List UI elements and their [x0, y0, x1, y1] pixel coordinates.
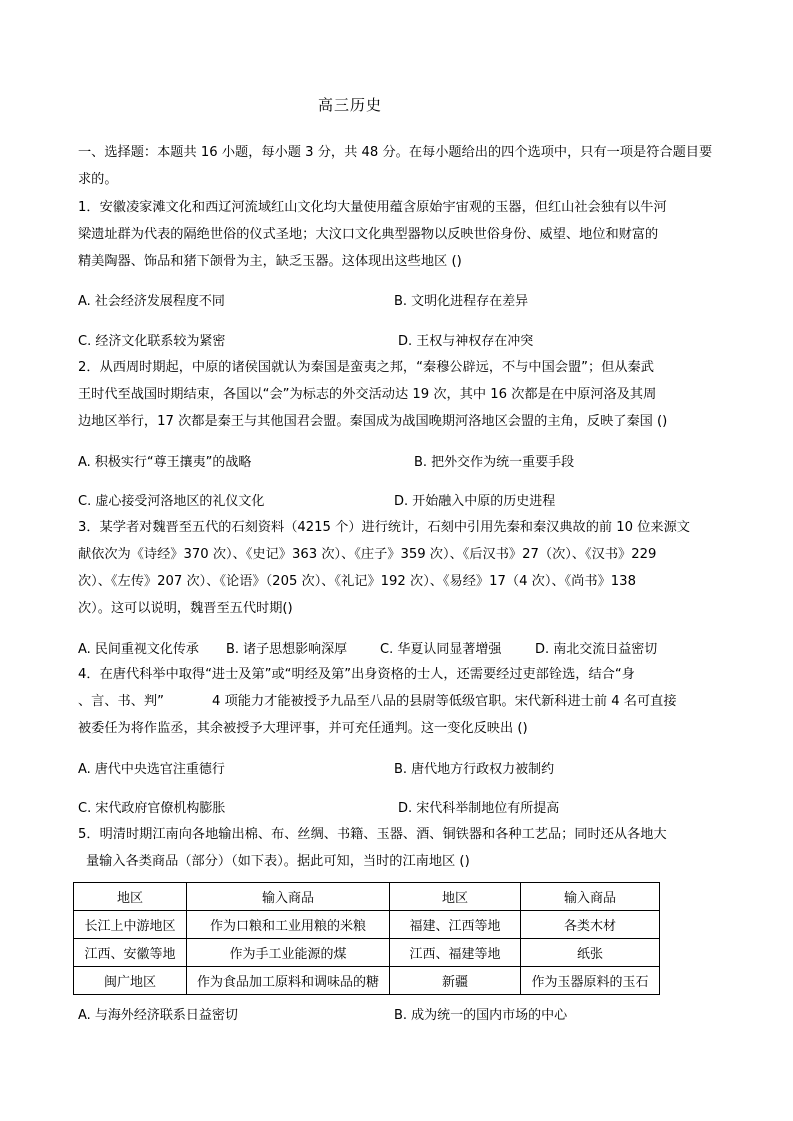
q5-option-b[interactable]: B. 成为统一的国内市场的中心: [394, 1008, 568, 1023]
q5-stem-line1: 5．明清时期江南向各地输出棉、布、丝绸、书籍、玉器、酒、铜铁器和各种工艺品；同时还从各地大: [78, 827, 667, 842]
q1-stem-line1: 1．安徽凌家滩文化和西辽河流域红山文化均大量使用蕴含原始宇宙观的玉器，但红山社会独有以牛河: [78, 200, 667, 215]
q3-stem-line2: 献依次为《诗经》370 次）、《史记》363 次）、《庄子》359 次）、《后汉书》27（次）、《汉书》229: [78, 547, 657, 562]
q2-option-a[interactable]: A. 积极实行“尊王攘夷”的战略: [78, 455, 252, 470]
q4-stem-line2a: 、言、书、判”: [78, 694, 164, 709]
table-cell: 闽广地区: [74, 967, 187, 995]
q3-option-c[interactable]: C. 华夏认同显著增强: [380, 642, 502, 657]
q3-option-a[interactable]: A. 民间重视文化传承: [78, 642, 199, 657]
q4-option-a[interactable]: A. 唐代中央选官注重德行: [78, 762, 225, 777]
table-header-cell: 输入商品: [187, 883, 390, 911]
table-cell: 作为手工业能源的煤: [187, 939, 390, 967]
q3-stem-line1: 3．某学者对魏晋至五代的石刻资料（4215 个）进行统计，石刻中引用先秦和秦汉典故的前 10 位来源文: [78, 520, 690, 535]
q2-stem-line1: 2．从西周时期起，中原的诸侯国就认为秦国是蛮夷之邦，“秦穆公辟远，不与中国会盟”；但从秦武: [78, 360, 654, 375]
q1-stem-line3: 精美陶器、饰品和猪下颌骨为主，缺乏玉器。这体现出这些地区 (): [78, 254, 462, 269]
table-cell: 福建、江西等地: [390, 911, 521, 939]
q4-option-d[interactable]: D. 宋代科举制地位有所提高: [398, 801, 560, 816]
q3-stem-line4: 次）。这可以说明，魏晋至五代时期(): [78, 601, 293, 616]
table-cell: 长江上中游地区: [74, 911, 187, 939]
q4-stem-line3: 被委任为将作监丞，其余被授予大理评事，并可充任通判。这一变化反映出 (): [78, 721, 528, 736]
table-cell: 新疆: [390, 967, 521, 995]
table-row: [74, 939, 660, 967]
table-cell: 江西、福建等地: [390, 939, 521, 967]
q5-stem-line2: 量输入各类商品（部分）（如下表）。据此可知，当时的江南地区 (): [86, 854, 470, 869]
q1-option-a[interactable]: A. 社会经济发展程度不同: [78, 294, 225, 309]
q2-stem-line3: 边地区举行，17 次都是秦王与其他国君会盟。秦国成为战国晚期河洛地区会盟的主角，反映了秦国 (): [78, 414, 668, 429]
table-header-cell: 输入商品: [521, 883, 660, 911]
q2-option-b[interactable]: B. 把外交作为统一重要手段: [414, 455, 575, 470]
q3-option-d[interactable]: D. 南北交流日益密切: [535, 642, 658, 657]
q1-stem-line2: 梁遗址群为代表的隔绝世俗的仪式圣地；大汶口文化典型器物以反映世俗身份、威望、地位和财富的: [78, 227, 659, 242]
table-row: [74, 911, 660, 939]
table-row: [74, 967, 660, 995]
q5-option-a[interactable]: A. 与海外经济联系日益密切: [78, 1008, 238, 1023]
table-header-row: [74, 883, 660, 911]
section-instruction: 一、选择题：本题共 16 小题，每小题 3 分，共 48 分。在每小题给出的四个选项中，只有一项是符合题目要求的。: [78, 145, 713, 187]
q1-option-b[interactable]: B. 文明化进程存在差异: [394, 294, 529, 309]
table-cell: 作为玉器原料的玉石: [521, 967, 660, 995]
q2-option-c[interactable]: C. 虚心接受河洛地区的礼仪文化: [78, 494, 265, 509]
table-cell: 江西、安徽等地: [74, 939, 187, 967]
q2-stem-line2: 王时代至战国时期结束，各国以“会”为标志的外交活动达 19 次，其中 16 次都是在中原河洛及其周: [78, 387, 657, 402]
table-header-cell: 地区: [390, 883, 521, 911]
q3-option-b[interactable]: B. 诸子思想影响深厚: [226, 642, 348, 657]
page-title: 高三历史: [317, 96, 382, 114]
q4-stem-line2b: 4 项能力才能被授予九品至八品的县尉等低级官职。宋代新科进士前 4 名可直接: [212, 694, 677, 709]
q3-stem-line3: 次）、《左传》207 次）、《论语》（205 次）、《礼记》192 次）、《易经》17（4 次）、《尚书》138: [78, 574, 636, 589]
table-cell: 作为口粮和工业用粮的米粮: [187, 911, 390, 939]
q1-option-c[interactable]: C. 经济文化联系较为紧密: [78, 334, 226, 349]
table-cell: 各类木材: [521, 911, 660, 939]
q4-option-c[interactable]: C. 宋代政府官僚机构膨胀: [78, 801, 226, 816]
table-cell: 纸张: [521, 939, 660, 967]
q1-option-d[interactable]: D. 王权与神权存在冲突: [398, 334, 534, 349]
q5-table: [73, 882, 660, 995]
table-header-cell: 地区: [74, 883, 187, 911]
table-cell: 作为食品加工原料和调味品的糖: [187, 967, 390, 995]
q4-stem-line1: 4．在唐代科举中取得“进士及第”或“明经及第”出身资格的士人，还需要经过吏部铨选，结合“身: [78, 667, 635, 682]
q4-option-b[interactable]: B. 唐代地方行政权力被制约: [394, 762, 555, 777]
q2-option-d[interactable]: D. 开始融入中原的历史进程: [394, 494, 556, 509]
